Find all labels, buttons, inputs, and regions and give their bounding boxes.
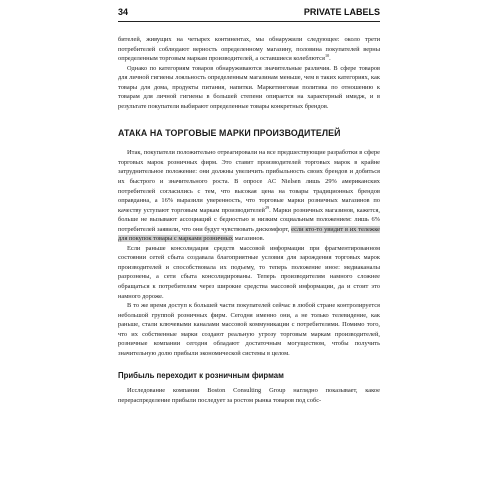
highlighted-text: если кто-то увидит в их тележке для покупок товары с марками розничных	[118, 225, 381, 243]
paragraph: Итак, покупатели положительно отреагировали на все предшествующие разработки в сфере торговых марок розничных фирм. Это ставит производителей торговых марок в крайне затруднительное положение: они должны увеличить прибыльность своих брендов и добиться их быстрого и значительного роста. В опросе AC Nielsen лишь 29% американских потребителей согласились с тем, что высокая цена на товары традиционных брендов оправданна, а 16% выразили уверенность, что торговые марки розничных магазинов по качеству уступают торговым маркам производителей$^{29}$. Марки розничных магазинов, кажется, больше не вызывают ассоциаций с бедностью и низким социальным положением: лишь 6% потребителей заявили, что они будут чувствовать дискомфорт, если кто-то увидит в их тележке для покупок товары с марками розничных магазинов.	[118, 149, 381, 243]
paragraph: бителей, живущих на четырех континентах, мы обнаружили следующее: около трети потребителей соблюдают верность определенному магазину, половина покупателей верны определенным торговым маркам производителей, а оставшиеся колеблются$^{10}$.	[118, 36, 380, 63]
running-title: PRIVATE LABELS	[303, 7, 380, 17]
page-number: 34	[118, 7, 129, 17]
paragraph: Исследование компании Boston Consulting Group наглядно показывает, какое перераспределение прибыли последует за ростом рынка товаров под собс-	[118, 387, 380, 404]
section-heading: АТАКА НА ТОРГОВЫЕ МАРКИ ПРОИЗВОДИТЕЛЕЙ	[118, 128, 341, 139]
paragraph: В то же время доступ к большей части покупателей сейчас в любой стране контролируется небольшой группой розничных фирм. Сегодня именно они, а не только телевидение, как раньше, стали ключевыми каналами массовой коммуникации с потребителями. Помимо того, что их собственные марки создают реальную угрозу торговым маркам производителей, розничные компании сегодня обладают достаточным могуществом, чтобы получить значительную долю прибыли экономической системы в целом.	[118, 302, 380, 357]
page-body	[118, 35, 380, 406]
footnote-ref: 10	[324, 52, 330, 58]
subsection-heading: Прибыль переходит к розничным фирмам	[118, 371, 284, 381]
page-header	[118, 7, 380, 18]
paragraph: Если раньше консолидация средств массовой информации при фрагментированном состоянии сетей сбыта создавала благоприятные условия для зарождения торговых марок производителей и способствовала их подъему, то теперь положение иное: медиаканалы разрознены, а сети сбыта консолидированы. Теперь производителям намного сложнее обращаться к потребителям через широкие средства массовой информации, да и стоит это намного дороже.	[118, 244, 380, 300]
paragraph: Однако по категориям товаров обнаруживаются значительные различия. В сфере товаров для личной гигиены лояльность определенным магазинам меньше, чем в таких категориях, как товары для дома, продукты питания, напитки. Маркетинговая политика по отношению к товарам для личной гигиены в большей степени опирается на характерный имидж, и в результате покупатели выбирают определенные товары конкретных брендов.	[118, 64, 380, 110]
header-rule	[118, 21, 380, 22]
footnote-ref: 29	[264, 204, 270, 210]
